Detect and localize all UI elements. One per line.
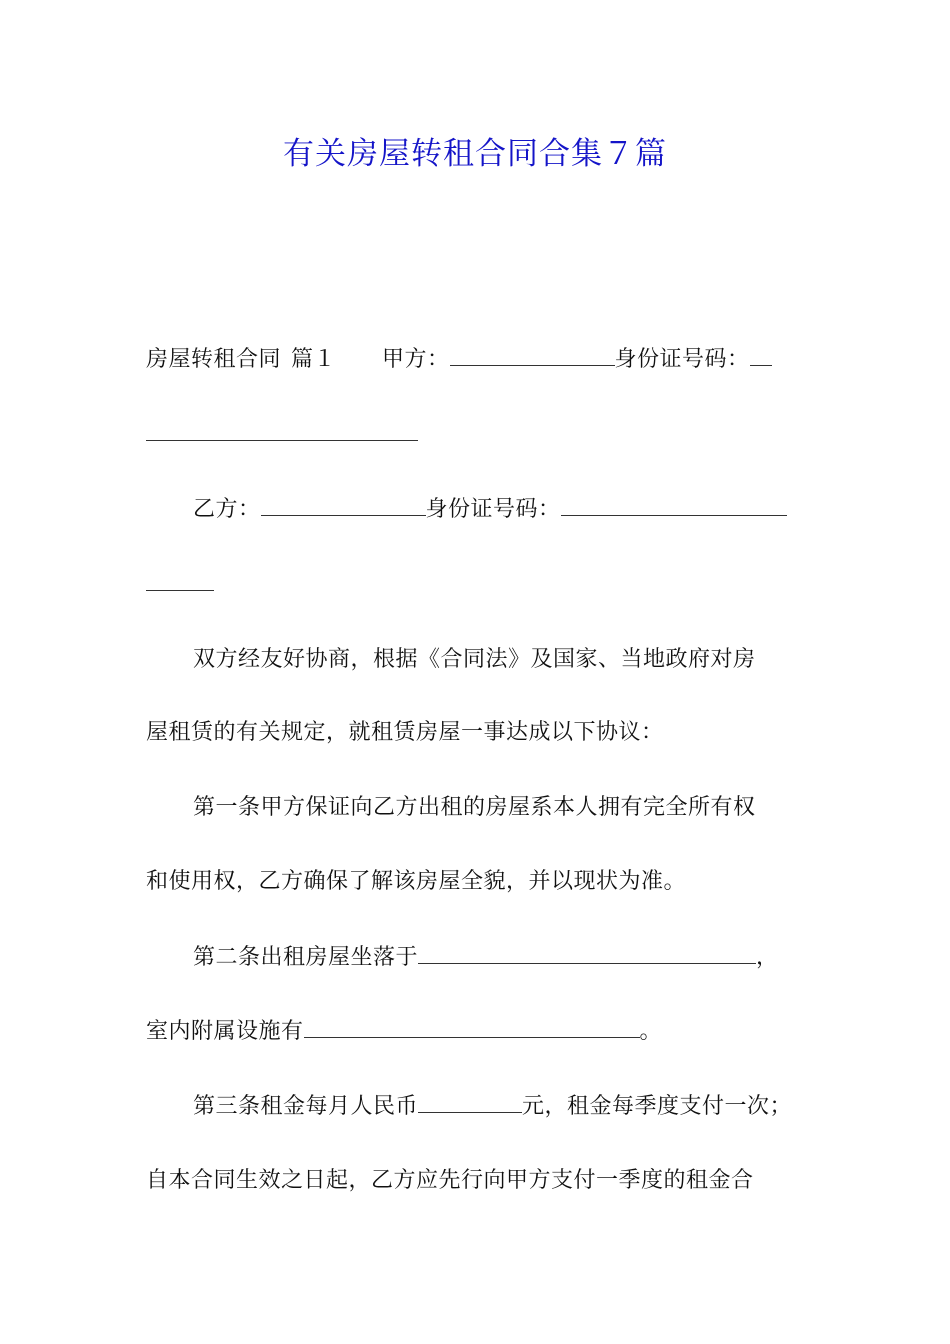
party-b-id-continuation [146, 570, 214, 600]
party-a-line [146, 345, 772, 375]
article-2-period: 。 [639, 1019, 663, 1044]
article-3-line-1 [193, 1092, 792, 1122]
party-a-label: 甲方： [382, 347, 450, 372]
party-a-id-label: 身份证号码： [614, 347, 750, 372]
party-b-label: 乙方： [193, 497, 261, 522]
property-address-blank[interactable] [418, 945, 756, 964]
facilities-label: 室内附属设施有 [146, 1019, 304, 1044]
monthly-rent-blank[interactable] [418, 1094, 522, 1113]
article-2-line-2 [146, 1017, 662, 1047]
party-b-id-blank[interactable] [146, 572, 214, 591]
article-2-line-1 [193, 943, 779, 973]
preamble-line-2: 屋租赁的有关规定，就租赁房屋一事达成以下协议： [146, 720, 664, 745]
party-b-line [193, 495, 787, 525]
preamble-line-1: 双方经友好协商，根据《合同法》及国家、当地政府对房 [193, 647, 756, 672]
article-2-prefix: 第二条出租房屋坐落于 [193, 945, 419, 970]
party-b-name-blank[interactable] [261, 497, 426, 516]
facilities-blank[interactable] [304, 1019, 640, 1038]
section-heading: 房屋转租合同 [146, 347, 282, 372]
party-b-id-blank-start[interactable] [561, 497, 787, 516]
party-b-id-label: 身份证号码： [425, 497, 561, 522]
section-number: 篇１ [291, 347, 337, 372]
article-3-suffix: 元，租金每季度支付一次； [522, 1094, 793, 1119]
article-3-line-2: 自本合同生效之日起，乙方应先行向甲方支付一季度的租金合 [146, 1168, 754, 1193]
document-title: 有关房屋转租合同合集７篇 [283, 136, 667, 172]
party-a-id-blank[interactable] [146, 422, 418, 441]
article-3-prefix: 第三条租金每月人民币 [193, 1094, 419, 1119]
party-a-name-blank[interactable] [450, 347, 615, 366]
article-2-comma: ， [756, 945, 779, 970]
party-a-id-continuation [146, 420, 418, 450]
party-a-id-blank-start[interactable] [750, 347, 772, 366]
article-1-line-1: 第一条甲方保证向乙方出租的房屋系本人拥有完全所有权 [193, 795, 756, 820]
article-1-line-2: 和使用权，乙方确保了解该房屋全貌，并以现状为准。 [146, 869, 687, 894]
